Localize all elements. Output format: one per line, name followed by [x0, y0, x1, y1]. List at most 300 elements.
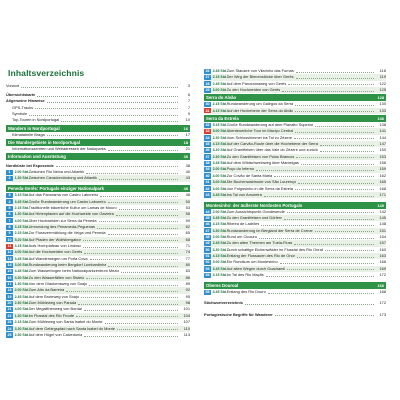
page-number: 150: [379, 147, 386, 153]
entry-title: Zu den Wasserfällen von Sistelo: [28, 274, 85, 280]
entry-title: Aufs Hochplateau von Lindoso: [28, 243, 82, 249]
page-number: 59: [185, 217, 190, 223]
page-number: 74: [185, 249, 190, 255]
tour-number-badge: 11: [7, 244, 12, 249]
page-number: 83: [185, 268, 190, 274]
dot-leader: [84, 334, 178, 337]
page-number: 163: [379, 253, 386, 259]
page-number: 140: [377, 202, 384, 208]
page-number: 53: [185, 204, 190, 210]
tour-number-badge: 5: [6, 206, 13, 211]
dot-leader: [35, 106, 178, 109]
dot-leader: [261, 223, 374, 226]
page-number: 36: [183, 154, 188, 160]
entry-title: Ins Tal von Amoreira: [226, 191, 262, 197]
dot-leader: [295, 130, 374, 133]
page-number: 169: [379, 265, 386, 271]
section-heading: [204, 282, 386, 289]
tour-number-badge: 38: [205, 161, 210, 166]
entry-title: Von dem Glaubensweg von Soajo: [28, 281, 88, 287]
dot-leader: [301, 162, 374, 165]
section-title: Peneda-Gerês: Portugals einziger Nationalpark: [8, 186, 104, 192]
tour-duration: 2.15 Std.: [14, 205, 29, 210]
dot-leader: [320, 149, 374, 152]
entry-title: Stichwortverzeichnis: [204, 300, 243, 306]
page-number: 89: [185, 281, 190, 287]
tour-number-badge: 42: [205, 186, 210, 191]
tour-duration: 4.15 Std.: [212, 222, 227, 227]
tour-number-badge: 18: [7, 288, 12, 293]
entry-title: Auf dem Broteweg von Soajo: [28, 293, 79, 299]
tour-number-badge: 19: [7, 294, 12, 299]
entry-title: Top-Touren in Nordportugal: [12, 117, 60, 123]
tour-duration: 3.45 Std.: [212, 216, 227, 221]
tour-duration: 2.30 Std.: [14, 301, 29, 306]
dot-leader: [81, 295, 178, 298]
page-number: 50: [185, 198, 190, 204]
section-heading: [204, 202, 386, 209]
entry-title: Allgemeine Hinweise: [6, 98, 45, 104]
page-number: 133: [379, 107, 386, 113]
page-number: 173: [379, 311, 386, 317]
dot-leader: [116, 213, 178, 216]
page-number: 156: [379, 160, 386, 166]
page-number: 172: [379, 300, 386, 306]
dot-leader: [259, 236, 374, 239]
dot-leader: [84, 251, 178, 254]
page-number: 160: [379, 246, 386, 252]
entry-title: Umrundung des Penameda-Peguenas: [28, 224, 95, 229]
dot-leader: [86, 171, 178, 174]
page-number: 62: [185, 224, 190, 229]
dot-leader: [325, 248, 374, 251]
tour-row: [204, 87, 386, 93]
dot-leader: [66, 289, 178, 292]
page-number: 48: [185, 192, 190, 198]
section-heading: [6, 185, 190, 192]
entry-title: Entlang der Flussauen des Rio de Onor: [226, 253, 295, 259]
entry-title: Von Folgosinho in die Serra da Estrela: [226, 185, 293, 191]
dot-leader: [294, 136, 374, 139]
tour-duration: 2.30 Std.: [212, 135, 227, 140]
page-number: 122: [379, 80, 386, 86]
dot-leader: [105, 321, 178, 324]
toc-right-list: [204, 68, 386, 318]
tour-number-badge: 12: [7, 250, 12, 255]
tour-duration: 2.15 Std.: [14, 231, 29, 236]
section-heading: [6, 125, 190, 132]
dot-leader: [320, 143, 374, 146]
tour-duration: 2.00 Std.: [14, 288, 29, 293]
entry-title: Auf die Hochweiden von Gerês: [28, 249, 83, 255]
tour-number-badge: 22: [7, 313, 12, 318]
dot-leader: [296, 70, 374, 73]
entry-title: Auf das Panorama von Castro Laboreiro: [28, 192, 99, 198]
tour-number-badge: 16: [7, 275, 12, 280]
entry-title: Symbole: [12, 110, 28, 116]
tour-number-badge: 51: [205, 254, 210, 259]
page-number: 9: [187, 110, 190, 116]
tour-duration: 3.15 Std.: [14, 244, 29, 249]
page-number: 166: [377, 282, 384, 288]
page-number: 7: [187, 98, 190, 104]
tour-number-badge: 35: [205, 142, 210, 147]
page-number: 162: [379, 172, 386, 178]
entry-title: Ein Rundkurs um Montesinho: [226, 259, 278, 265]
entry-title: Zum Alto da Barreira: [28, 287, 65, 293]
dot-leader: [76, 314, 178, 317]
dot-leader: [288, 82, 374, 85]
entry-title: Zwischen Rio Neiva und Atlantik: [28, 169, 85, 175]
page-number: 171: [379, 191, 386, 197]
dot-leader: [287, 210, 374, 213]
dot-leader: [99, 177, 178, 180]
tour-duration: 3.30 Std.: [14, 275, 29, 280]
entry-title: Auf Wanderwegen um Porta Cova: [28, 255, 88, 261]
tour-duration: 3.45 Std.: [14, 199, 29, 204]
entry-title: Der Megalithenweg von Bordal: [28, 306, 82, 312]
tour-number-badge: 36: [205, 148, 210, 153]
tour-duration: 4.15 Std.: [212, 108, 227, 113]
tour-duration: 3.45 Std.: [14, 256, 29, 261]
dot-leader: [282, 89, 374, 92]
entry-title: Abenteuerliche Tour im Maciço Central: [226, 128, 294, 134]
tour-duration: 1.30 Std.: [14, 176, 29, 181]
dot-leader: [90, 257, 179, 260]
entry-title: Traditionelle bäuerliche Kultur um Lamas de Mouro: [28, 204, 117, 210]
page-number: 95: [185, 293, 190, 299]
spacer: [204, 278, 386, 281]
entry-title: Auf dem Gebirgspfad nach Santa Isabel do Monte: [28, 325, 115, 331]
entry-title: Auf dem Wildschweinweg über Manteigas: [226, 160, 299, 166]
page-number: 142: [379, 208, 386, 214]
dot-leader: [245, 302, 374, 305]
page-number: 136: [377, 116, 384, 122]
page-number: 43: [185, 175, 190, 181]
tour-duration: 3.30 Std.: [212, 228, 227, 233]
section-heading: [6, 139, 190, 146]
tour-duration: 2.15 Std.: [212, 102, 227, 107]
tour-duration: 3.00 Std.: [212, 186, 227, 191]
dot-leader: [108, 264, 178, 267]
entry-title: Zu den Granitfelsen von Poios Brancos: [226, 153, 295, 159]
page-number: 107: [183, 319, 190, 325]
section-heading: [6, 153, 190, 160]
dot-leader: [83, 245, 178, 248]
dot-leader: [61, 119, 178, 122]
dot-leader: [275, 313, 374, 316]
tour-duration: 2.45 Std.: [212, 81, 227, 86]
section-heading: [204, 115, 386, 122]
spacer: [6, 182, 190, 185]
tour-number-badge: 1: [6, 170, 13, 175]
page-number: 101: [183, 306, 190, 312]
dot-leader: [121, 270, 178, 273]
tour-number-badge: 41: [205, 180, 210, 185]
page-number: 10: [185, 117, 190, 123]
dot-leader: [268, 291, 374, 294]
tour-duration: 1.30 Std.: [14, 212, 29, 217]
dot-leader: [37, 94, 178, 97]
entry-title: Informationszentren und Webadressen der Naturparks: [12, 145, 106, 151]
section-title: Montesinho: der äußerste Nordosten Portugals: [206, 202, 303, 208]
dot-leader: [108, 200, 178, 203]
tour-number-badge: 29: [205, 88, 210, 93]
page-number: 3: [187, 83, 190, 88]
page-title: Inhaltsverzeichnis: [8, 68, 85, 78]
page-number: 16: [183, 125, 188, 131]
tour-number-badge: 31: [205, 108, 210, 113]
page-number: 147: [379, 141, 386, 147]
tour-duration: 3.00 Std.: [212, 180, 227, 185]
page-number: 128: [377, 95, 384, 101]
tour-number-badge: 34: [205, 135, 210, 140]
dot-leader: [100, 194, 178, 197]
entry-title: Entlang des Rio Douro: [226, 288, 266, 294]
entry-title: Rund um Cicouro: [226, 234, 257, 240]
section-title: Serra do Alvão: [206, 95, 237, 101]
tour-row: [6, 332, 190, 338]
section-title: Serra da Estrela: [206, 116, 239, 122]
page-number: 71: [185, 243, 190, 249]
tour-number-badge: 6: [6, 212, 13, 217]
dot-leader: [295, 103, 374, 106]
dot-leader: [21, 85, 178, 88]
tour-number-badge: 48: [205, 235, 210, 240]
page-number: 77: [185, 255, 190, 261]
tour-duration: 2.15 Std.: [212, 75, 227, 80]
page-number: 168: [379, 185, 386, 191]
tour-duration: 3.00 Std.: [14, 263, 29, 268]
tour-duration: 2.45 Std.: [212, 69, 227, 73]
entry-title: Zum Aussichtspunkt Gondesende: [226, 208, 285, 214]
tour-number-badge: 50: [205, 247, 210, 252]
page-number: 40: [185, 169, 190, 175]
tour-number-badge: 46: [205, 222, 210, 227]
dot-leader: [315, 124, 374, 127]
dot-leader: [295, 109, 374, 112]
entry-title: Große Rundwanderung auf dem Planalto Superior: [226, 122, 314, 128]
entry-title: Klimatabelle Braga: [12, 131, 45, 137]
tour-number-badge: 17: [7, 282, 12, 287]
page-number: 166: [379, 259, 386, 265]
dot-leader: [287, 267, 374, 270]
tour-duration: 2.45 Std.: [14, 294, 29, 299]
page-number: 153: [379, 153, 386, 159]
tour-duration: 3.00 Std.: [212, 260, 227, 265]
entry-title: Zum Stausee von Vilarinho das Furnas: [226, 68, 294, 73]
page-number: 86: [185, 274, 190, 280]
page-number: 168: [379, 288, 386, 294]
tour-duration: 2.00 Std.: [212, 209, 227, 214]
page-number: 110: [183, 325, 190, 331]
entry-title: Der Weg der Bienenstöcke über Gerês: [226, 74, 294, 80]
entry-title: Zur Covão de Santa Maria: [226, 172, 273, 178]
page-number: 119: [379, 74, 386, 80]
entry-title: GPS-Tracks: [12, 104, 34, 110]
entry-title: Portugiesische Begriffe für Wanderer: [204, 311, 273, 317]
page-number: 17: [185, 131, 190, 137]
page-number: 65: [185, 230, 190, 236]
page-number: 68: [185, 236, 190, 242]
dot-leader: [47, 100, 178, 103]
tour-row: [204, 108, 386, 114]
tour-number-badge: 2: [6, 176, 13, 181]
tour-number-badge: 52: [205, 260, 210, 265]
dot-leader: [86, 276, 178, 279]
section-heading: [204, 94, 386, 101]
entry-title: Zum Wasserbogen beim Nationalparkzentrum Mezio: [28, 268, 120, 274]
entry-title: Zu den Granitfelsen und Dörfern: [226, 215, 283, 221]
tour-number-badge: 39: [205, 167, 210, 172]
page-number: 125: [379, 87, 386, 93]
section-title: Oberes Douroal: [206, 282, 239, 288]
tour-duration: 4.00 Std.: [14, 307, 29, 312]
tour-number-badge: 21: [7, 307, 12, 312]
page-number: 80: [185, 262, 190, 268]
page-number: 144: [379, 134, 386, 140]
toc-row: [204, 312, 386, 318]
toc-row: [6, 132, 190, 138]
dot-leader: [78, 302, 178, 305]
entry-title: Durch schattige Eichenwälder im Flusstal des Rio Onrail: [226, 246, 324, 252]
tour-number-badge: 24: [7, 326, 12, 331]
tour-number-badge: 37: [205, 154, 210, 159]
dot-leader: [83, 238, 178, 241]
entry-title: Über Hochweiden zur Serra da Peneda: [28, 217, 97, 223]
page-number: 151: [379, 227, 386, 233]
tour-number-badge: 32: [205, 123, 210, 128]
tour-duration: 5.15 Std.: [212, 123, 227, 128]
tour-duration: 3.15 Std.: [212, 273, 227, 278]
entry-title: Auf der Hochebene der Serra do Alvão: [226, 107, 294, 113]
dot-leader: [117, 327, 178, 330]
tour-duration: 2.00 Std.: [14, 170, 29, 175]
tour-number-badge: 28: [205, 81, 210, 86]
tour-number-badge: 45: [205, 216, 210, 221]
dot-leader: [296, 155, 374, 158]
dot-leader: [97, 226, 178, 229]
tour-number-badge: 26: [205, 69, 210, 73]
tour-duration: 2.00 Std.: [212, 167, 227, 172]
tour-number-badge: 10: [7, 237, 12, 242]
tour-duration: 3.00 Std.: [212, 88, 227, 93]
tour-duration: 3.45 Std.: [212, 192, 227, 197]
entry-title: Zu den Hochweiden von Gerês: [226, 87, 281, 93]
dot-leader: [84, 308, 178, 311]
tour-number-badge: 8: [6, 225, 13, 230]
dot-leader: [47, 133, 178, 136]
entry-title: Ribeira de Ladrões: [226, 221, 260, 227]
tour-duration: 3.45 Std.: [212, 266, 227, 271]
page-number: 159: [379, 166, 386, 172]
tour-number-badge: 54: [205, 273, 210, 278]
entry-title: Übersichtskarte: [6, 91, 36, 97]
tour-duration: 5.20 Std.: [14, 237, 29, 242]
tour-number-badge: 13: [7, 256, 12, 261]
page-number: 157: [379, 240, 386, 246]
page-number: 116: [379, 68, 386, 73]
tour-number-badge: 33: [205, 129, 210, 134]
entry-title: Rundwanderung beim Bergdorf Lombardinha: [28, 262, 107, 268]
dot-leader: [295, 187, 374, 190]
tour-duration: 5.00 Std.: [212, 129, 227, 134]
entry-title: Poço do Inferno: [226, 166, 255, 172]
dot-leader: [294, 242, 374, 245]
tour-duration: 4.00 Std.: [14, 250, 29, 255]
tour-duration: 3.30 Std.: [14, 326, 29, 331]
entry-title: Die Buchenwaldroute von São Lourenço: [226, 179, 297, 185]
dot-leader: [256, 168, 374, 171]
dot-leader: [284, 217, 374, 220]
page-number: 141: [379, 128, 386, 134]
dot-leader: [108, 232, 178, 235]
page-number: 104: [183, 312, 190, 318]
page-number: 18: [183, 139, 188, 145]
tour-duration: 3.20 Std.: [212, 148, 227, 153]
toc-left-list: [6, 83, 190, 338]
tour-duration: 2.30 Std.: [14, 332, 29, 337]
dot-leader: [119, 207, 178, 210]
entry-title: Rundwanderung im Bergland der Serra de Corroe: [226, 227, 313, 233]
tour-number-badge: 25: [7, 332, 12, 337]
entry-title: Auf der Carvão-Route über die Hochebene der Serra: [226, 141, 318, 147]
tour-number-badge: 55: [205, 289, 210, 294]
tour-duration: 4.15 Std.: [212, 254, 227, 259]
entry-title: Auf Hirtenpfaden auf die Hochweide von Gavieira: [28, 211, 114, 217]
page-number: 21: [185, 145, 190, 151]
tour-duration: 4.00 Std.: [14, 218, 29, 223]
section-title: Die Wandergebiete in Nordportugal: [8, 139, 80, 145]
section-title: Information und Ausrüstung: [8, 154, 66, 160]
dot-leader: [280, 261, 374, 264]
entry-title: Im Tal des Rio Maçãs: [226, 272, 264, 278]
toc-right-column: [204, 68, 386, 318]
dot-leader: [108, 148, 178, 151]
page-number: 154: [379, 234, 386, 240]
toc-left-column: [6, 68, 190, 338]
entry-title: Zu den alten Thermen am Tuela-Fluss: [226, 240, 293, 246]
dot-leader: [296, 76, 374, 79]
entry-title: Im Flusstal des Rio Froufe: [28, 312, 74, 318]
page-number: 46: [183, 186, 188, 192]
dot-leader: [274, 174, 374, 177]
tour-duration: 2.15 Std.: [14, 320, 29, 325]
tour-duration: 2.00 Std.: [212, 235, 227, 240]
page-number: 165: [379, 179, 386, 185]
dot-leader: [29, 113, 178, 116]
tour-number-badge: 40: [205, 173, 210, 178]
tour-duration: 2.30 Std.: [212, 154, 227, 159]
tour-duration: 3.15 Std.: [14, 225, 29, 229]
page-number: 6: [187, 91, 190, 97]
dot-leader: [298, 181, 374, 184]
entry-title: Vom Schlosshimmel ins Tal zu Zêzere: [226, 134, 293, 140]
dot-leader: [315, 229, 374, 232]
entry-title: Große Rundwanderung um Castro Laboreiro: [28, 198, 106, 204]
tour-duration: 3.30 Std.: [212, 247, 227, 252]
page-number: 113: [183, 331, 190, 337]
tour-duration: 1.30 Std.: [14, 313, 29, 318]
section-title: Wandern in Nordportugal: [8, 125, 60, 131]
tour-number-badge: 30: [205, 102, 210, 107]
page-number: 172: [379, 272, 386, 278]
page-number: 145: [379, 215, 386, 221]
tour-duration: 4.45 Std.: [14, 269, 29, 274]
page-number: 130: [379, 101, 386, 107]
entry-title: Auf dem Hügel von Calcedonia: [28, 331, 83, 337]
entry-title: Zum Mühleweg von Parada: [28, 300, 77, 306]
